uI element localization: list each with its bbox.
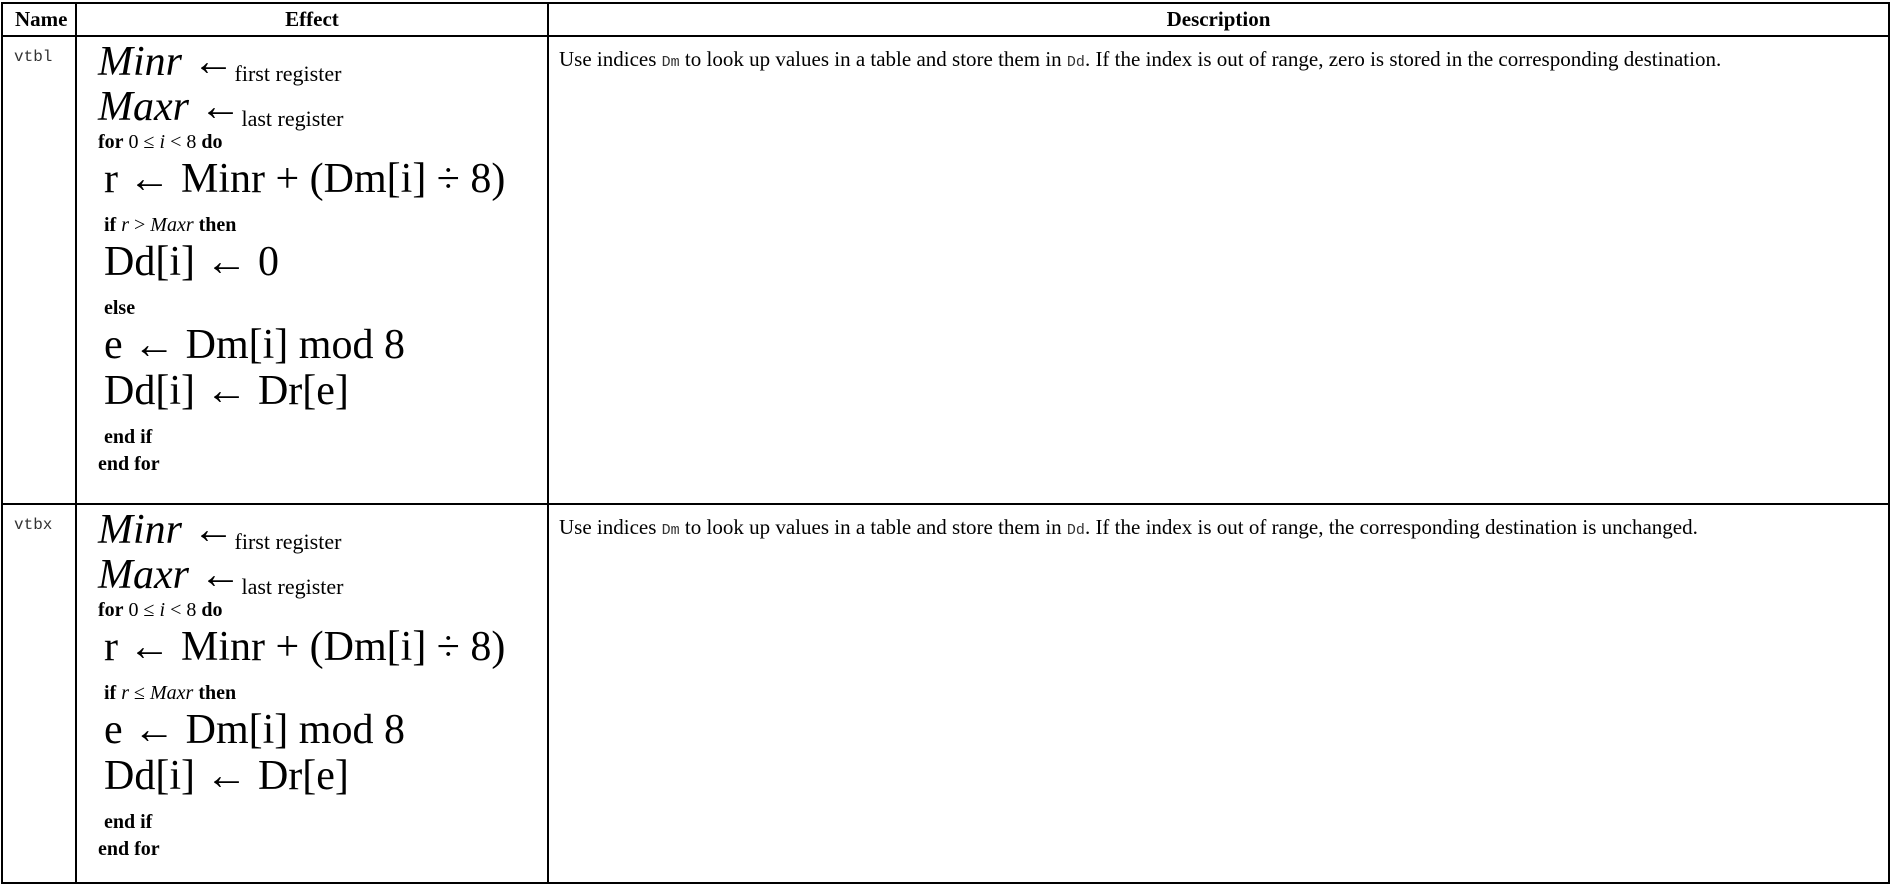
effect-line-maxr: Maxr ←last register bbox=[98, 84, 344, 131]
effect-line-endif: end if bbox=[104, 426, 153, 448]
effect-line-endfor: end for bbox=[98, 838, 160, 860]
code-dm: Dm bbox=[661, 54, 680, 71]
effect-line-e: e ← Dm[i] mod 8 bbox=[104, 707, 405, 753]
code-dd: Dd bbox=[1066, 522, 1085, 539]
code-dm: Dm bbox=[661, 522, 680, 539]
effect-line-maxr: Maxr ←last register bbox=[98, 552, 344, 599]
instruction-name: vtbx bbox=[2, 504, 76, 883]
description-cell: Use indices Dm to look up values in a table and store them in Dd. If the index is out of range, zero is stored in the corresponding destination. bbox=[548, 36, 1889, 504]
table-header-row bbox=[2, 3, 1889, 36]
effect-line-if: if r ≤ Maxr then bbox=[104, 682, 237, 704]
header-description: Description bbox=[548, 3, 1889, 36]
effect-line-else: else bbox=[104, 297, 136, 319]
code-dd: Dd bbox=[1066, 54, 1085, 71]
effect-line-minr: Minr ←first register bbox=[98, 39, 342, 86]
effect-line-r: r ← Minr + (Dm[i] ÷ 8) bbox=[104, 624, 506, 670]
effect-line-r: r ← Minr + (Dm[i] ÷ 8) bbox=[104, 156, 506, 202]
effect-cell bbox=[76, 504, 548, 883]
effect-line-dd: Dd[i] ← Dr[e] bbox=[104, 753, 349, 799]
table-row bbox=[2, 36, 1889, 504]
effect-line-for: for 0 ≤ i < 8 do bbox=[98, 599, 223, 621]
header-effect: Effect bbox=[76, 3, 548, 36]
header-name: Name bbox=[2, 3, 76, 36]
effect-line-dd: Dd[i] ← Dr[e] bbox=[104, 368, 349, 414]
effect-line-if: if r > Maxr then bbox=[104, 214, 237, 236]
effect-line-zero: Dd[i] ← 0 bbox=[104, 239, 279, 285]
effect-line-e: e ← Dm[i] mod 8 bbox=[104, 322, 405, 368]
effect-line-endif: end if bbox=[104, 811, 153, 833]
effect-line-for: for 0 ≤ i < 8 do bbox=[98, 131, 223, 153]
effect-line-minr: Minr ←first register bbox=[98, 507, 342, 554]
table-row bbox=[2, 504, 1889, 883]
effect-line-endfor: end for bbox=[98, 453, 160, 475]
effect-cell bbox=[76, 36, 548, 504]
instruction-name: vtbl bbox=[2, 36, 76, 504]
description-cell: Use indices Dm to look up values in a table and store them in Dd. If the index is out of range, the corresponding destination is unchanged. bbox=[548, 504, 1889, 883]
instruction-table bbox=[1, 2, 1890, 884]
